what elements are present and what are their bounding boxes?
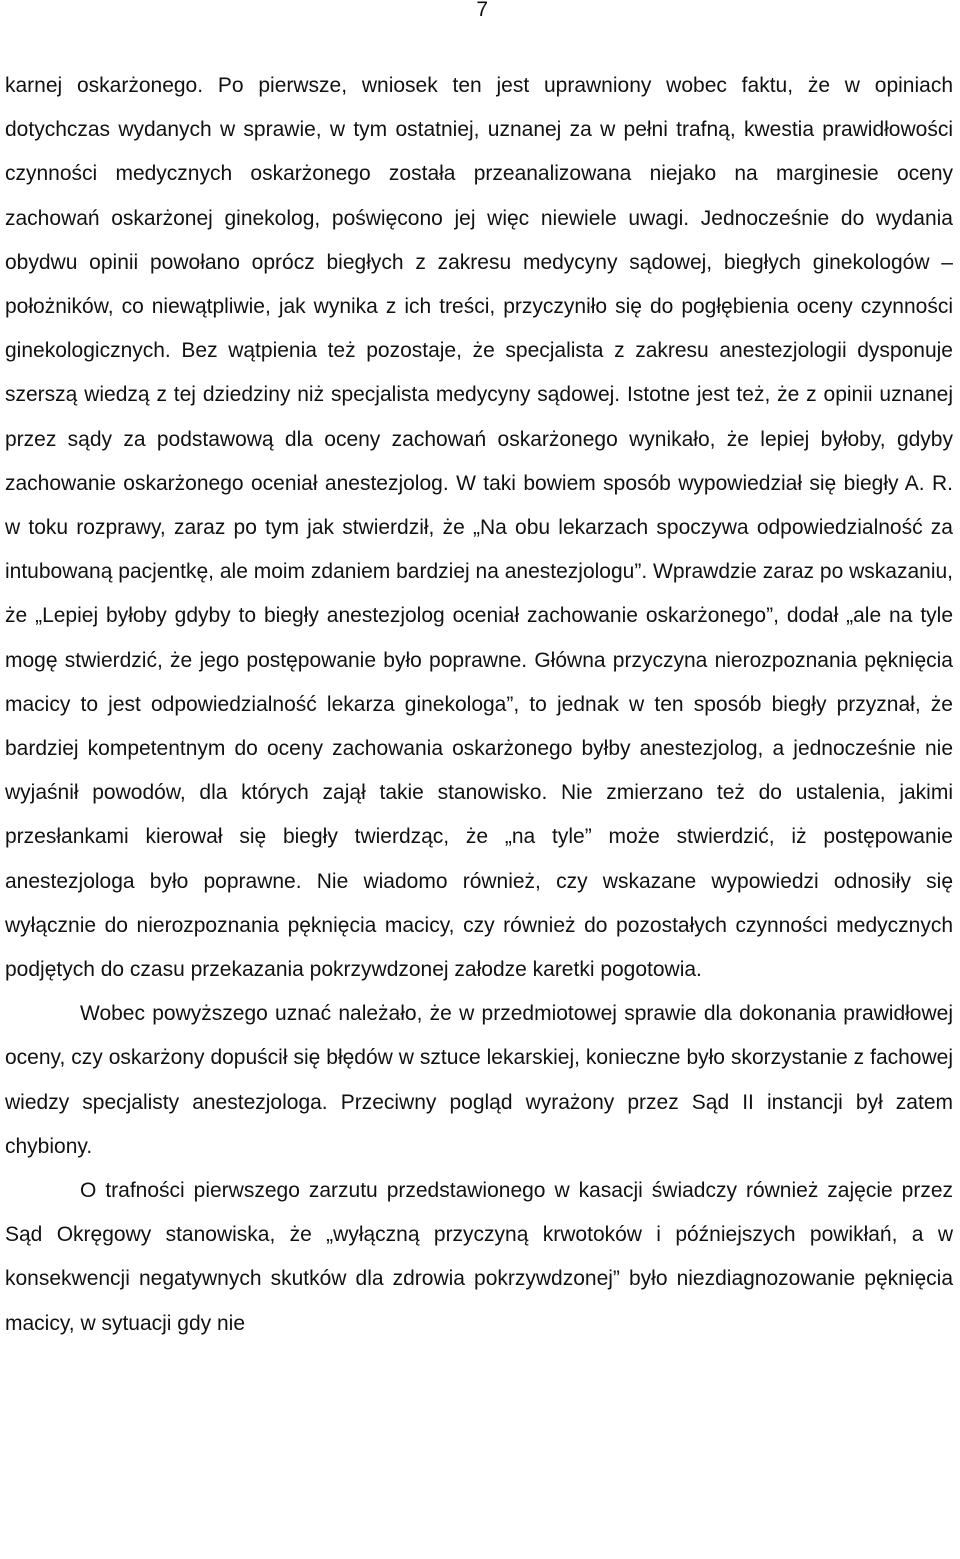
page-number: 7 <box>476 0 488 21</box>
document-body <box>5 64 953 1346</box>
paragraph-continuation: karnej oskarżonego. Po pierwsze, wniosek ten jest uprawniony wobec faktu, że w opiniach dotychczas wydanych w sprawie, w tym ostatniej, uznanej za w pełni trafną, kwestia prawidłowości czynności medycznych oskarżonego została przeanalizowana niejako na marginesie oceny zachowań oskarżonej ginekolog, poświęcono jej więc niewiele uwagi. Jednocześnie do wydania obydwu opinii powołano oprócz biegłych z zakresu medycyny sądowej, biegłych ginekologów – położników, co niewątpliwie, jak wynika z ich treści, przyczyniło się do pogłębienia oceny czynności ginekologicznych. Bez wątpienia też pozostaje, że specjalista z zakresu anestezjologii dysponuje szerszą wiedzą z tej dziedziny niż specjalista medycyny sądowej. Istotne jest też, że z opinii uznanej przez sądy za podstawową dla oceny zachowań oskarżonego wynikało, że lepiej byłoby, gdyby zachowanie oskarżonego oceniał anestezjolog. W taki bowiem sposób wypowiedział się biegły A. R. w toku rozprawy, zaraz po tym jak stwierdził, że „Na obu lekarzach spoczywa odpowiedzialność za intubowaną pacjentkę, ale moim zdaniem bardziej na anestezjologu”. Wprawdzie zaraz po wskazaniu, że „Lepiej byłoby gdyby to biegły anestezjolog oceniał zachowanie oskarżonego”, dodał „ale na tyle mogę stwierdzić, że jego postępowanie było poprawne. Główna przyczyna nierozpoznania pęknięcia macicy to jest odpowiedzialność lekarza ginekologa”, to jednak w ten sposób biegły przyznał, że bardziej kompetentnym do oceny zachowania oskarżonego byłby anestezjolog, a jednocześnie nie wyjaśnił powodów, dla których zajął takie stanowisko. Nie zmierzano też do ustalenia, jakimi przesłankami kierował się biegły twierdząc, że „na tyle” może stwierdzić, iż postępowanie anestezjologa było poprawne. Nie wiadomo również, czy wskazane wypowiedzi odnosiły się wyłącznie do nierozpoznania pęknięcia macicy, czy również do pozostałych czynności medycznych podjętych do czasu przekazania pokrzywdzonej załodze karetki pogotowia. <box>5 74 953 982</box>
paragraph-conclusion: Wobec powyższego uznać należało, że w przedmiotowej sprawie dla dokonania prawidłowej oceny, czy oskarżony dopuścił się błędów w sztuce lekarskiej, konieczne było skorzystanie z fachowej wiedzy specjalisty anestezjologa. Przeciwny pogląd wyrażony przez Sąd II instancji był zatem chybiony. <box>5 1002 953 1158</box>
paragraph-first-objection: O trafności pierwszego zarzutu przedstawionego w kasacji świadczy również zajęcie przez Sąd Okręgowy stanowiska, że „wyłączną przyczyną krwotoków i późniejszych powikłań, a w konsekwencji negatywnych skutków dla zdrowia pokrzywdzonej” było niezdiagnozowanie pęknięcia macicy, w sytuacji gdy nie <box>5 1179 953 1335</box>
